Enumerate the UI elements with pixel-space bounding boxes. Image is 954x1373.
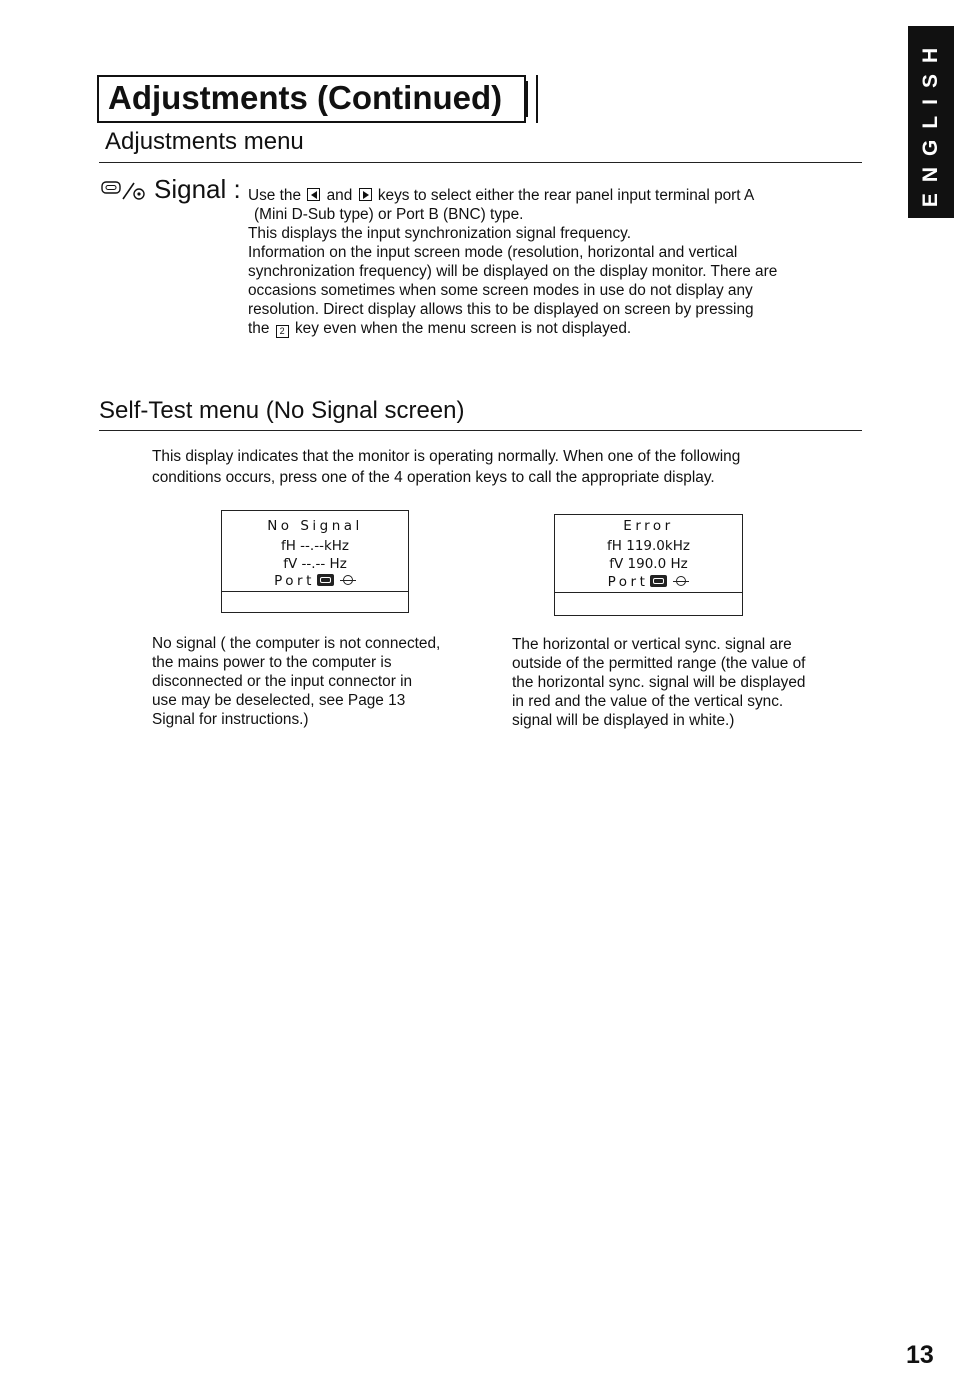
no-signal-desc-line: Signal for instructions.) <box>152 711 309 728</box>
osd-fv: fV --.-- Hz <box>283 556 347 572</box>
error-osd <box>554 514 743 616</box>
signal-line-4: Information on the input screen mode (resolution, horizontal and vertical <box>248 244 738 261</box>
self-test-intro-line-2: conditions occurs, press one of the 4 operation keys to call the appropriate display. <box>152 469 715 486</box>
self-test-heading: Self-Test menu (No Signal screen) <box>99 397 465 424</box>
page-number: 13 <box>906 1341 934 1369</box>
adjustments-menu-heading: Adjustments menu <box>105 128 304 155</box>
language-tab <box>908 26 954 218</box>
osd-port-label: Port <box>607 574 649 590</box>
osd-port-label: Port <box>274 573 315 589</box>
osd-divider <box>222 591 408 592</box>
error-desc-line: in red and the value of the vertical sync. <box>512 693 784 710</box>
signal-line-6: occasions sometimes when some screen modes in use do not display any <box>248 282 753 299</box>
port-icon <box>650 575 667 587</box>
port-icon <box>317 574 334 586</box>
osd-divider <box>555 592 742 593</box>
osd-fh: fH --.--kHz <box>280 538 350 554</box>
osd-title: Error <box>623 518 674 534</box>
osd-fv: fV 190.0 Hz <box>609 556 688 572</box>
adjust-icon <box>673 575 689 587</box>
self-test-intro-line-1: This display indicates that the monitor is operating normally. When one of the following <box>152 448 741 465</box>
signal-line-7: resolution. Direct display allows this to be displayed on screen by pressing <box>248 301 754 318</box>
osd-port-row <box>222 573 408 589</box>
error-desc-line: outside of the permitted range (the value of <box>512 655 806 672</box>
osd-port-row <box>555 574 742 590</box>
signal-text: the <box>248 320 270 337</box>
signal-line-1 <box>248 186 754 205</box>
signal-text: keys to select either the rear panel input terminal port A <box>377 187 755 204</box>
signal-label: Signal : <box>154 174 241 204</box>
heading-rule <box>99 162 862 163</box>
error-desc-line: the horizontal sync. signal will be displayed <box>512 674 806 691</box>
no-signal-desc-line: use may be deselected, see Page 13 <box>152 692 406 709</box>
signal-line-2: (Mini D-Sub type) or Port B (BNC) type. <box>254 206 524 223</box>
signal-text: and <box>326 187 353 204</box>
key-2-icon: 2 <box>276 325 289 338</box>
no-signal-desc-line: disconnected or the input connector in <box>152 673 413 690</box>
signal-text: key even when the menu screen is not displayed. <box>294 320 632 337</box>
signal-text: Use the <box>248 187 302 204</box>
adjust-icon <box>340 574 356 586</box>
no-signal-desc-line: No signal ( the computer is not connected, <box>152 635 441 652</box>
language-tab-label: ENGLISH <box>919 36 942 208</box>
no-signal-desc-line: the mains power to the computer is <box>152 654 392 671</box>
error-desc-line: The horizontal or vertical sync. signal are <box>512 636 792 653</box>
error-desc-line: signal will be displayed in white.) <box>512 712 735 729</box>
signal-line-3: This displays the input synchronization signal frequency. <box>248 225 631 242</box>
signal-line-5: synchronization frequency) will be displayed on the display monitor. There are <box>248 263 778 280</box>
heading-rule <box>99 430 862 431</box>
no-signal-osd <box>221 510 409 613</box>
left-key-icon <box>307 188 320 201</box>
osd-fh: fH 119.0kHz <box>607 538 690 554</box>
osd-title: No Signal <box>267 518 363 534</box>
right-key-icon <box>359 188 372 201</box>
signal-line-8 <box>248 319 631 338</box>
page-title: Adjustments (Continued) <box>108 79 503 116</box>
signal-port-icon <box>101 179 147 201</box>
